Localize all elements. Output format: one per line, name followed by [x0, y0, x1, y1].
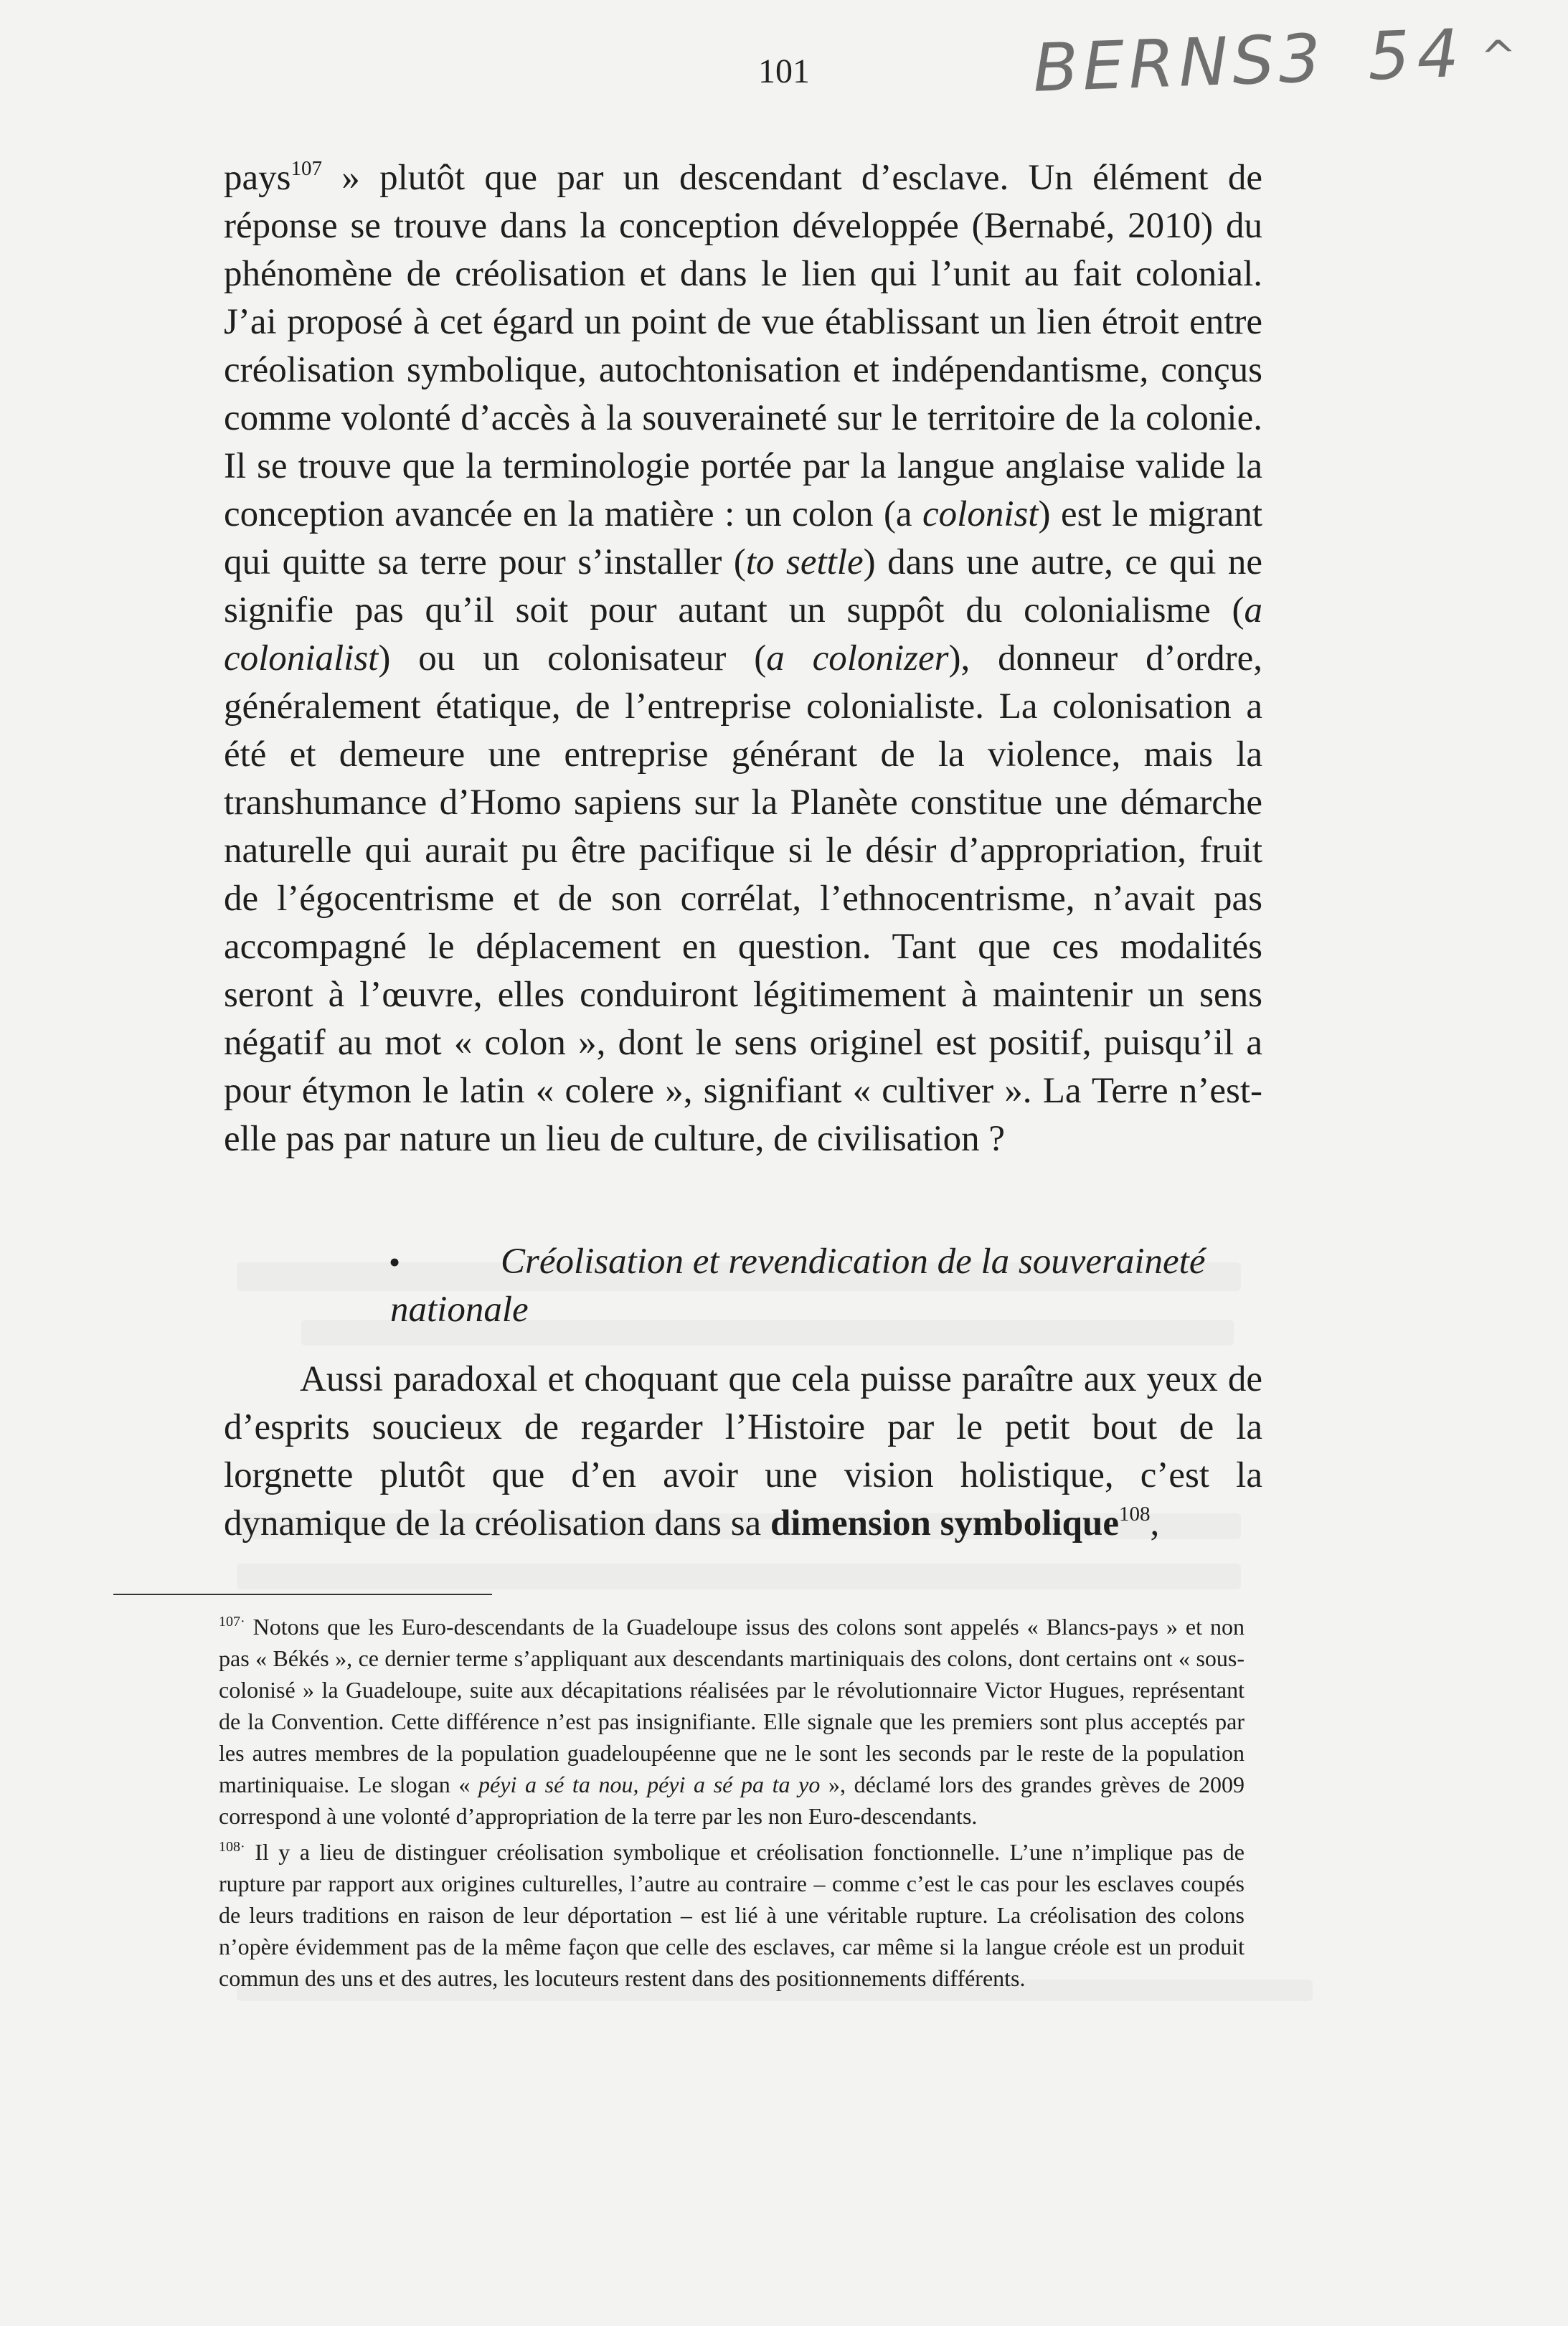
footnotes	[219, 1611, 1245, 1998]
footnote-marker: 108·	[219, 1839, 245, 1855]
bold-term: dimension symbolique	[770, 1503, 1119, 1543]
footnote-text: Il y a lieu de distinguer créolisation symbolique et créolisation fonctionnelle. L’une n’implique pas de rupture par rapport aux origines culturelles, l’autre au contraire – comme c’est le cas pour les esclaves coupés de leurs traditions en raison de leur déportation – est lié à une véritable rupture. La créolisation des colons n’opère évidemment pas de la même façon que celle des esclaves, car même si la langue créole est un produit commun des uns et des autres, les locuteurs restent dans des positionnements différents.	[219, 1839, 1245, 1991]
italic-term-colonizer: a colonizer	[766, 638, 949, 679]
footnote-separator	[113, 1594, 492, 1595]
handwritten-annotation	[1031, 13, 1522, 107]
section-heading-line-2: nationale	[390, 1290, 529, 1330]
footnote-slogan: péyi a sé ta nou, péyi a sé pa ta yo	[478, 1772, 821, 1797]
handwritten-caret: ^	[1479, 30, 1522, 82]
footnote-text: », déclamé lors des grandes grèves de 2009 correspond à une volonté d’appropriation de la terre par les non Euro-descendants.	[219, 1772, 1245, 1829]
italic-term-colonialist: a colonialist	[224, 590, 1262, 679]
section-heading-line-1: Créolisation et revendication de la souveraineté	[501, 1242, 1206, 1282]
footnote-108	[219, 1836, 1245, 1994]
text-segment: ) est le migrant qui quitte sa terre pour s’installer (	[224, 494, 1262, 582]
page-number: 101	[758, 52, 810, 90]
text-segment: ) ou un colonisateur (	[378, 638, 767, 679]
text-segment: ,	[1150, 1503, 1160, 1543]
handwritten-code: BERNS3	[1031, 19, 1326, 107]
footnote-ref-107[interactable]: 107	[291, 157, 322, 180]
footnote-text: Notons que les Euro-descendants de la Guadeloupe issus des colons sont appelés « Blancs-pays » et non pas « Békés », ce dernier terme s’appliquant aux descendants martiniquais des colons, dont certains ont « sous-colonisé » la Guadeloupe, suite aux décapitations réalisées par le révolutionnaire Victor Hugues, représentant de la Convention. Cette différence n’est pas insignifiante. Elle signale que les premiers sont plus acceptés par les autres membres de la population guadeloupéenne que ne le sont les seconds par le reste de la population martiniquaise. Le slogan «	[219, 1614, 1245, 1797]
text-segment: Aussi paradoxal et choquant que cela puisse paraître aux yeux de d’esprits soucieux de regarder l’Histoire par le petit bout de la lorgnette plutôt que d’en avoir une vision holistique, c’est la dynamique de la créolisation dans sa	[224, 1359, 1262, 1543]
italic-term-colonist: colonist	[922, 494, 1039, 534]
body-paragraph-2	[224, 1356, 1262, 1548]
body-paragraph-1	[224, 154, 1262, 1163]
footnote-ref-108[interactable]: 108	[1118, 1503, 1151, 1526]
italic-term-to-settle: to settle	[745, 542, 864, 582]
text-segment: ), donneur d’ordre, généralement étatique, de l’entreprise colonialiste. La colonisation a été et demeure une entreprise générant de la violence, mais la transhumance d’Homo sapiens sur la Planète constitue une démarche naturelle qui aurait pu être pacifique si le désir d’appropriation, fruit de l’égocentrisme et de son corrélat, l’ethnocentrisme, n’avait pas accompagné le déplacement en question. Tant que ces modalités seront à l’œuvre, elles conduiront légitimement à maintenir un sens négatif au mot « colon », dont le sens originel est positif, puisqu’il a pour étymon le latin « colere », signifiant « cultiver ». La Terre n’est-elle pas par nature un lieu de culture, de civilisation ?	[224, 638, 1262, 1159]
footnote-marker: 107·	[219, 1614, 245, 1630]
bullet-icon: •	[389, 1244, 401, 1280]
footnote-107	[219, 1611, 1245, 1832]
text-segment: ) dans une autre, ce qui ne signifie pas qu’il soit pour autant un suppôt du colonialisme (	[224, 542, 1262, 630]
text-segment: pays	[224, 158, 291, 198]
text-segment: » plutôt que par un descendant d’esclave. Un élément de réponse se trouve dans la conception développée (Bernabé, 2010) du phénomène de créolisation et dans le lien qui l’unit au fait colonial. J’ai proposé à cet égard un point de vue établissant un lien étroit entre créolisation symbolique, autochtonisation et indépendantisme, conçus comme volonté d’accès à la souveraineté sur le territoire de la colonie. Il se trouve que la terminologie portée par la langue anglaise valide la conception avancée en la matière : un colon (a	[224, 158, 1262, 534]
handwritten-number: 54	[1366, 14, 1468, 95]
